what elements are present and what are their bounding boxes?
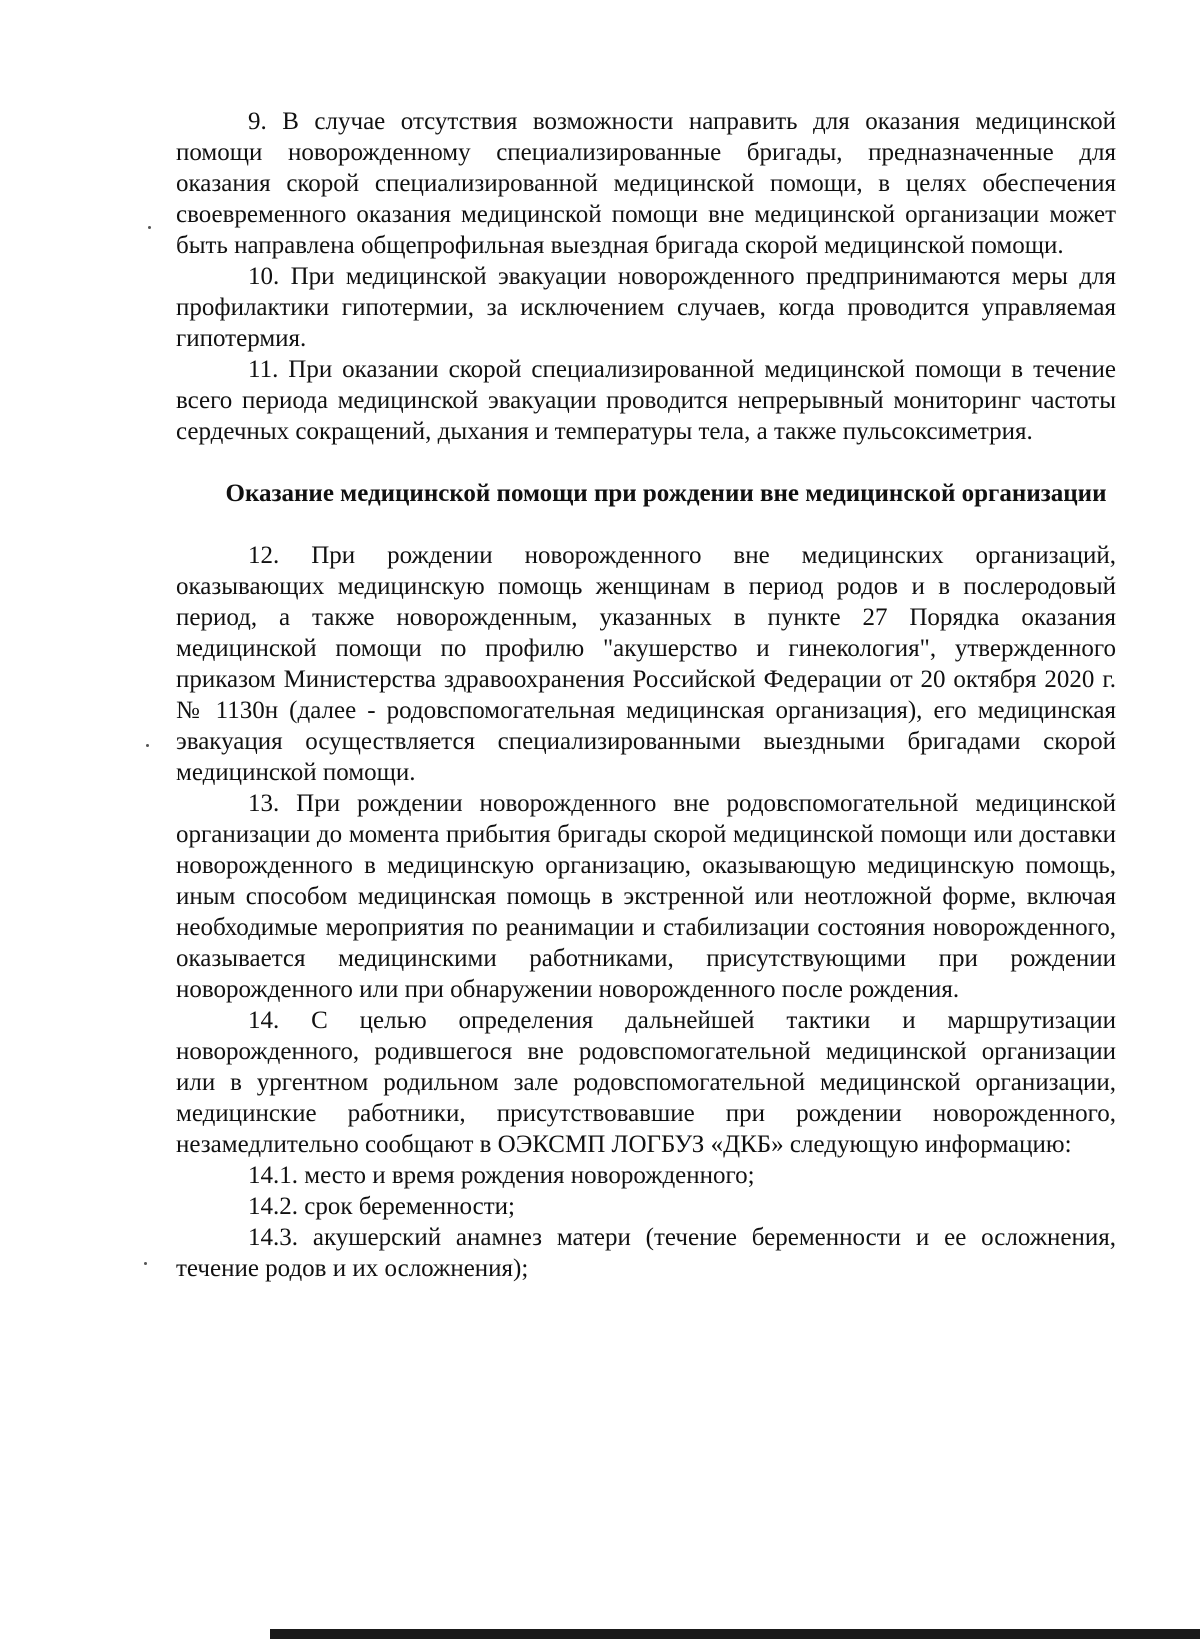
paragraph-14: 14. С целью определения дальнейшей тактики и маршрутизации новорожденного, родившегося вне родовспомогательной медицинской организации или в ургентном родильном зале родовспомогательной медицинской организации, медицинские работники, присутствовавшие при рождении новорожденного, незамедлительно сообщают в ОЭКСМП ЛОГБУЗ «ДКБ» следующую информацию: — [176, 1007, 1116, 1158]
scan-artifact-dot — [146, 744, 149, 747]
paragraph-10: 10. При медицинской эвакуации новорожденного предпринимаются меры для профилактики гипотермии, за исключением случаев, когда проводится управляемая гипотермия. — [176, 263, 1116, 352]
scan-artifact-dot — [148, 226, 151, 229]
paragraph-12: 12. При рождении новорожденного вне медицинских организаций, оказывающих медицинскую помощь женщинам в период родов и в послеродовый период, а также новорожденным, указанных в пункте 27 Порядка оказания медицинской помощи по профилю "акушерство и гинекология", утвержденного приказом Министерства здравоохранения Российской Федерации от 20 октября 2020 г. № 1130н (далее - родовспомогательная медицинская организация), его медицинская эвакуация осуществляется специализированными выездными бригадами скорой медицинской помощи. — [176, 542, 1116, 786]
paragraph-13: 13. При рождении новорожденного вне родовспомогательной медицинской организации до момента прибытия бригады скорой медицинской помощи или доставки новорожденного в медицинскую организацию, оказывающую медицинскую помощь, иным способом медицинская помощь в экстренной или неотложной форме, включая необходимые мероприятия по реанимации и стабилизации состояния новорожденного, оказывается медицинскими работниками, присутствующими при рождении новорожденного или при обнаружении новорожденного после рождения. — [176, 790, 1116, 1003]
scan-edge-bar — [270, 1629, 1200, 1639]
paragraph-9: 9. В случае отсутствия возможности направить для оказания медицинской помощи новорожденному специализированные бригады, предназначенные для оказания скорой специализированной медицинской помощи, в целях обеспечения своевременного оказания медицинской помощи вне медицинской организации может быть направлена общепрофильная выездная бригада скорой медицинской помощи. — [176, 108, 1116, 259]
paragraph-14-2: 14.2. срок беременности; — [248, 1193, 515, 1220]
paragraph-11: 11. При оказании скорой специализированной медицинской помощи в течение всего периода медицинской эвакуации проводится непрерывный мониторинг частоты сердечных сокращений, дыхания и температуры тела, а также пульсоксиметрия. — [176, 356, 1116, 445]
document-page — [176, 106, 1116, 1284]
paragraph-14-3: 14.3. акушерский анамнез матери (течение беременности и ее осложнения, течение родов и их осложнения); — [176, 1224, 1116, 1282]
scan-artifact-dot — [144, 1262, 147, 1265]
paragraph-14-1: 14.1. место и время рождения новорожденного; — [248, 1162, 755, 1189]
section-heading: Оказание медицинской помощи при рождении вне медицинской организации — [225, 480, 1107, 507]
